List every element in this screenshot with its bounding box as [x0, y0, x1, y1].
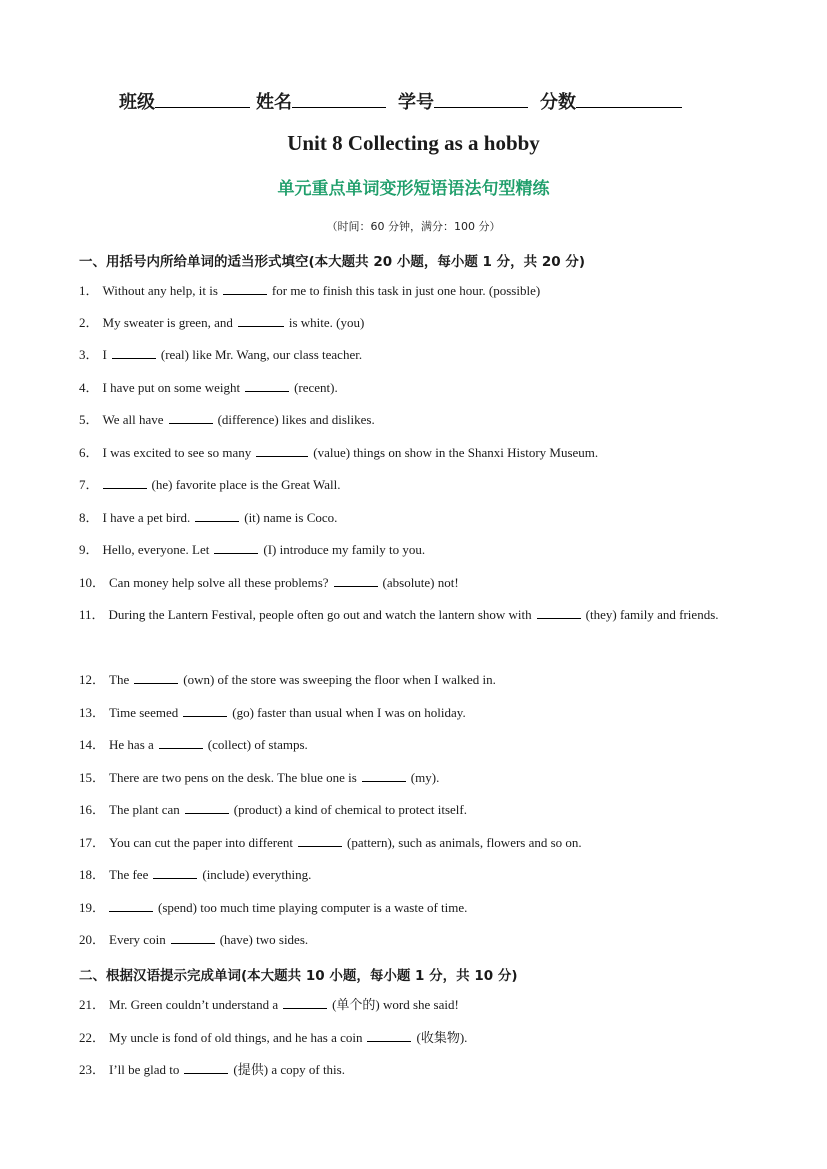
question-14: 14． He has a (collect) of stamps. — [79, 737, 308, 752]
question-22: 22． My uncle is fond of old things, and he has a coin (收集物). — [79, 1030, 468, 1045]
answer-blank[interactable] — [112, 347, 156, 359]
question-17: 17． You can cut the paper into different (pattern), such as animals, flowers and so on. — [79, 835, 582, 850]
page-subtitle: 单元重点单词变形短语语法句型精练 — [277, 179, 550, 199]
question-15: 15． There are two pens on the desk. The blue one is (my). — [79, 770, 440, 785]
answer-blank[interactable] — [238, 315, 284, 327]
class-field: 班级 — [119, 88, 256, 114]
question-18: 18． The fee (include) everything. — [79, 867, 312, 882]
section2-heading: 二、根据汉语提示完成单词(本大题共 10 小题，每小题 1 分，共 10 分) — [79, 968, 518, 984]
question-6: 6． I was excited to see so many (value) things on show in the Shanxi History Museum. — [79, 445, 599, 460]
question-3: 3． I (real) like Mr. Wang, our class teacher. — [79, 347, 363, 362]
student-info-header — [119, 88, 719, 114]
answer-blank[interactable] — [223, 283, 267, 295]
name-blank[interactable] — [292, 89, 386, 108]
question-10: 10． Can money help solve all these problems? (absolute) not! — [79, 575, 459, 590]
question-11: 11． During the Lantern Festival, people often go out and watch the lantern show with (they) family and friends. — [79, 607, 719, 622]
answer-blank[interactable] — [171, 932, 215, 944]
question-23: 23． I’ll be glad to (提供) a copy of this. — [79, 1062, 345, 1077]
answer-blank[interactable] — [159, 737, 203, 749]
question-4: 4． I have put on some weight (recent). — [79, 380, 338, 395]
answer-blank[interactable] — [283, 997, 327, 1009]
class-blank[interactable] — [155, 89, 250, 108]
question-20: 20． Every coin (have) two sides. — [79, 932, 309, 947]
question-1: 1． Without any help, it is for me to finish this task in just one hour. (possible) — [79, 283, 541, 298]
question-8: 8． I have a pet bird. (it) name is Coco. — [79, 510, 338, 525]
timing-note: （时间：60 分钟，满分：100 分） — [326, 220, 501, 233]
question-13: 13． Time seemed (go) faster than usual when I was on holiday. — [79, 705, 466, 720]
answer-blank[interactable] — [214, 542, 258, 554]
question-19: 19． (spend) too much time playing computer is a waste of time. — [79, 900, 468, 915]
page-title: Unit 8 Collecting as a hobby — [287, 131, 540, 155]
question-2: 2． My sweater is green, and is white. (you) — [79, 315, 365, 330]
answer-blank[interactable] — [245, 380, 289, 392]
answer-blank[interactable] — [334, 575, 378, 587]
answer-blank[interactable] — [134, 672, 178, 684]
answer-blank[interactable] — [103, 477, 147, 489]
question-7: 7． (he) favorite place is the Great Wall. — [79, 477, 341, 492]
student-id-blank[interactable] — [434, 89, 528, 108]
question-5: 5． We all have (difference) likes and dislikes. — [79, 412, 375, 427]
score-blank[interactable] — [576, 89, 682, 108]
answer-blank[interactable] — [183, 705, 227, 717]
answer-blank[interactable] — [153, 867, 197, 879]
answer-blank[interactable] — [537, 607, 581, 619]
answer-blank[interactable] — [184, 1062, 228, 1074]
question-12: 12． The (own) of the store was sweeping the floor when I walked in. — [79, 672, 496, 687]
score-field: 分数 — [540, 88, 688, 114]
name-field: 姓名 — [256, 88, 398, 114]
answer-blank[interactable] — [169, 412, 213, 424]
answer-blank[interactable] — [256, 445, 308, 457]
question-21: 21． Mr. Green couldn’t understand a (单个的) word she said! — [79, 997, 459, 1012]
answer-blank[interactable] — [367, 1030, 411, 1042]
question-9: 9． Hello, everyone. Let (I) introduce my family to you. — [79, 542, 426, 557]
answer-blank[interactable] — [298, 835, 342, 847]
question-16: 16． The plant can (product) a kind of chemical to protect itself. — [79, 802, 467, 817]
answer-blank[interactable] — [185, 802, 229, 814]
student-id-field: 学号 — [398, 88, 540, 114]
answer-blank[interactable] — [362, 770, 406, 782]
answer-blank[interactable] — [195, 510, 239, 522]
answer-blank[interactable] — [109, 900, 153, 912]
section1-heading: 一、用括号内所给单词的适当形式填空(本大题共 20 小题，每小题 1 分，共 20 分) — [79, 254, 586, 270]
